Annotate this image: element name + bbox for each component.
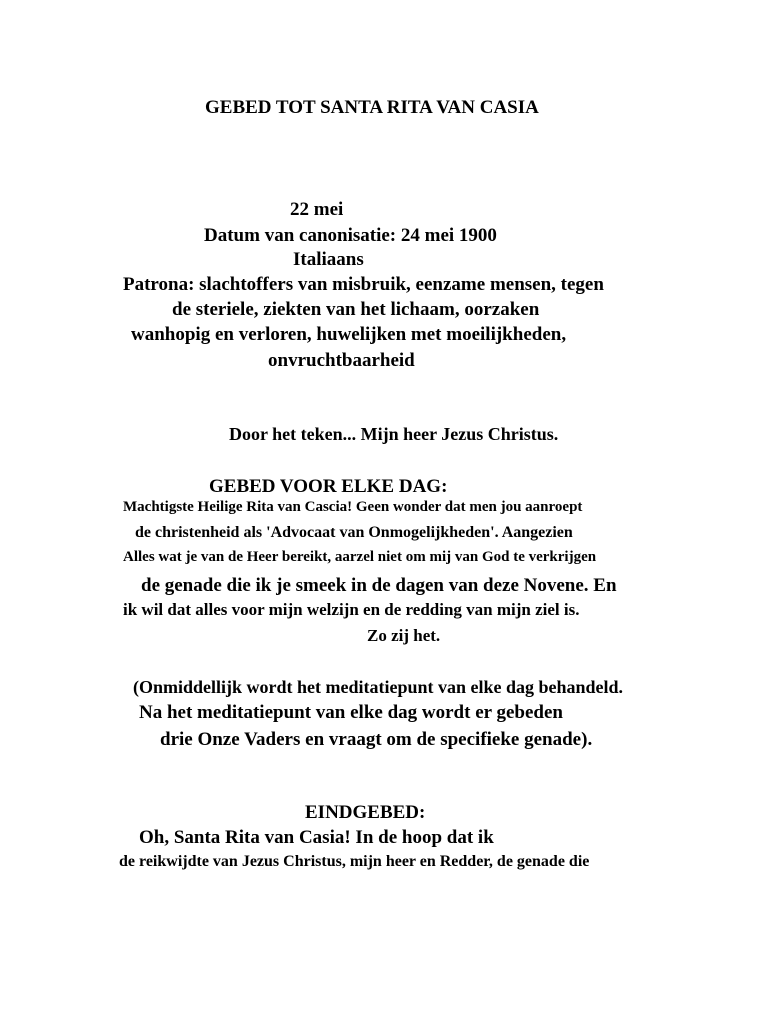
note-line: Na het meditatiepunt van elke dag wordt er gebeden [139, 702, 563, 723]
sign-of-cross: Door het teken... Mijn heer Jezus Christus. [229, 424, 559, 444]
document-title: GEBED TOT SANTA RITA VAN CASIA [205, 97, 539, 118]
note-line: drie Onze Vaders en vraagt om de specifieke genade). [160, 729, 593, 750]
prayer-line: de christenheid als 'Advocaat van Onmogelijkheden'. Aangezien [135, 524, 573, 541]
patronage-line: de steriele, ziekten van het lichaam, oorzaken [172, 299, 540, 320]
prayer-line: de genade die ik je smeek in de dagen van deze Novene. En [141, 575, 617, 596]
final-prayer-line: Oh, Santa Rita van Casia! In de hoop dat ik [139, 827, 494, 848]
patronage-line: wanhopig en verloren, huwelijken met moeilijkheden, [131, 324, 567, 345]
prayer-line: Machtigste Heilige Rita van Cascia! Geen wonder dat men jou aanroept [123, 499, 583, 515]
final-prayer-line: de reikwijdte van Jezus Christus, mijn heer en Redder, de genade die [119, 853, 590, 870]
final-prayer-heading: EINDGEBED: [305, 802, 426, 823]
prayer-amen: Zo zij het. [367, 626, 441, 645]
canonization-date: Datum van canonisatie: 24 mei 1900 [204, 225, 497, 246]
prayer-line: Alles wat je van de Heer bereikt, aarzel niet om mij van God te verkrijgen [123, 549, 597, 565]
feast-day: 22 mei [290, 199, 344, 220]
prayer-line: ik wil dat alles voor mijn welzijn en de redding van mijn ziel is. [123, 600, 580, 619]
patronage-line: onvruchtbaarheid [268, 350, 415, 371]
note-line: (Onmiddellijk wordt het meditatiepunt van elke dag behandeld. [133, 677, 624, 697]
daily-prayer-heading: GEBED VOOR ELKE DAG: [209, 476, 448, 497]
patronage-line: Patrona: slachtoffers van misbruik, eenzame mensen, tegen [123, 274, 604, 295]
nationality: Italiaans [293, 249, 364, 270]
